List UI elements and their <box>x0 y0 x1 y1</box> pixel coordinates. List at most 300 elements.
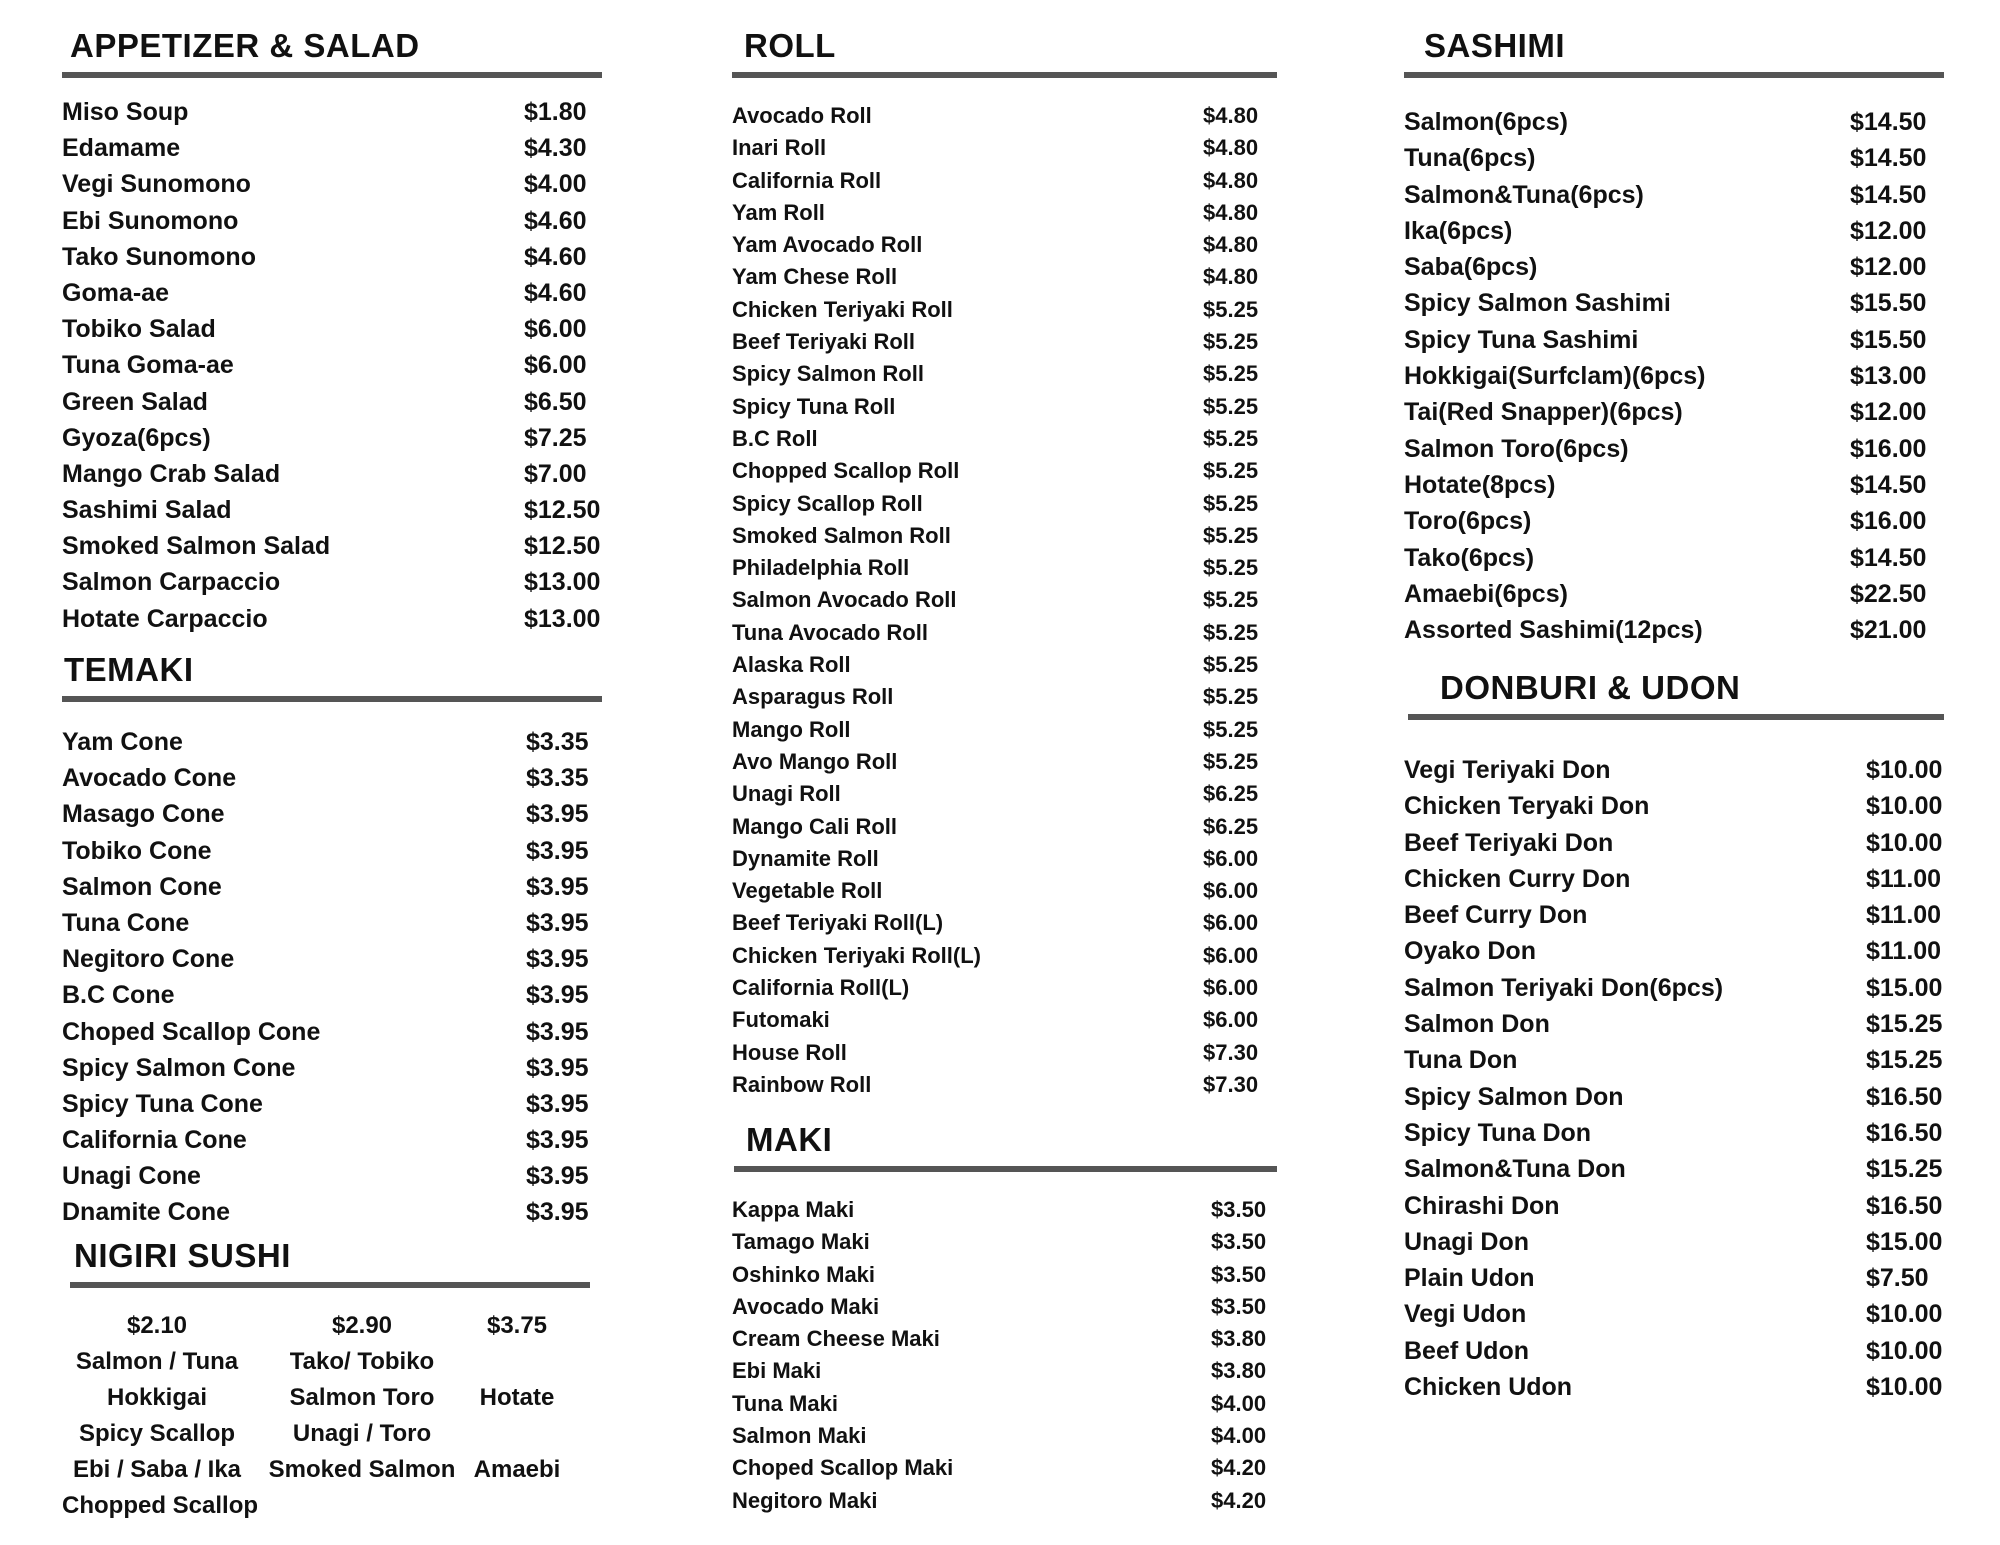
appetizer-menu-item <box>62 492 602 528</box>
donburi-menu-item <box>1404 897 1944 933</box>
appetizer-menu-item <box>62 420 602 456</box>
roll-menu-item <box>732 681 1277 713</box>
item-name: Cream Cheese Maki <box>732 1326 940 1352</box>
item-name: Ebi Sunomono <box>62 206 239 235</box>
maki-heading: MAKI <box>734 1120 1277 1172</box>
item-price: $6.00 <box>524 351 587 380</box>
item-price: $14.50 <box>1850 543 1927 572</box>
item-price: $4.20 <box>1211 1455 1267 1481</box>
item-price: $7.50 <box>1866 1264 1929 1293</box>
nigiri-grid <box>62 1308 602 1524</box>
item-name: Smoked Salmon Salad <box>62 532 331 561</box>
item-price: $15.50 <box>1850 325 1927 354</box>
item-price: $10.00 <box>1866 1336 1943 1365</box>
item-name: Sashimi Salad <box>62 496 232 525</box>
nigiri-item: Chopped Scallop <box>62 1492 259 1519</box>
item-name: Beef Teriyaki Don <box>1404 828 1614 857</box>
roll-menu-item <box>732 746 1277 778</box>
item-price: $4.80 <box>1203 135 1259 161</box>
item-price: $6.00 <box>1203 942 1259 968</box>
item-price: $3.50 <box>1211 1293 1267 1319</box>
item-name: Avocado Maki <box>732 1293 880 1319</box>
temaki-menu-item <box>62 977 602 1013</box>
item-name: Avocado Cone <box>62 764 237 793</box>
item-name: Unagi Don <box>1404 1227 1529 1256</box>
item-price: $4.60 <box>524 278 587 307</box>
item-name: Yam Roll <box>732 199 825 225</box>
item-name: Salmon Carpaccio <box>62 568 281 597</box>
item-name: Negitoro Maki <box>732 1487 878 1513</box>
item-price: $14.50 <box>1850 470 1927 499</box>
donburi-heading: DONBURI & UDON <box>1408 668 1944 720</box>
nigiri-item <box>252 1488 472 1524</box>
item-price: $6.00 <box>1203 1007 1259 1033</box>
appetizer-menu-item <box>62 564 602 600</box>
nigiri-price: $2.90 <box>331 1312 393 1339</box>
nigiri-item: Tako/ Tobiko <box>289 1348 435 1375</box>
item-name: Vegi Sunomono <box>62 170 251 199</box>
roll-menu-item <box>732 391 1277 423</box>
donburi-menu-item <box>1404 1079 1944 1115</box>
item-name: Dnamite Cone <box>62 1198 231 1227</box>
item-price: $13.00 <box>1850 362 1927 391</box>
item-price: $3.95 <box>526 836 589 865</box>
temaki-menu-item <box>62 905 602 941</box>
item-price: $14.50 <box>1850 108 1927 136</box>
item-name: Goma-ae <box>62 278 169 307</box>
nigiri-item: Hotate <box>479 1384 555 1411</box>
item-name: House Roll <box>732 1039 847 1065</box>
roll-menu-item <box>732 294 1277 326</box>
maki-menu-item <box>732 1452 1277 1484</box>
roll-menu-item <box>732 100 1277 132</box>
maki-menu-item <box>732 1259 1277 1291</box>
item-name: Mango Crab Salad <box>62 459 281 488</box>
item-name: Salmon Toro(6pcs) <box>1404 434 1629 463</box>
item-name: Tuna Cone <box>62 908 190 937</box>
item-price: $4.80 <box>1203 264 1259 290</box>
item-name: Hotate(8pcs) <box>1404 470 1556 499</box>
item-name: Beef Teriyaki Roll(L) <box>732 910 944 936</box>
item-name: Chopped Scallop Roll <box>732 458 960 484</box>
appetizer-menu-item <box>62 311 602 347</box>
item-name: Chicken Teryaki Don <box>1404 792 1650 821</box>
nigiri-heading: NIGIRI SUSHI <box>70 1236 590 1288</box>
nigiri-item: Unagi / Toro <box>292 1420 432 1447</box>
item-price: $15.00 <box>1866 1227 1943 1256</box>
sashimi-section <box>1404 26 1944 648</box>
roll-menu-item <box>732 326 1277 358</box>
roll-menu-item <box>732 423 1277 455</box>
item-name: Assorted Sashimi(12pcs) <box>1404 616 1703 645</box>
roll-list <box>732 100 1277 1101</box>
roll-menu-item <box>732 649 1277 681</box>
appetizer-list <box>62 94 602 637</box>
item-price: $6.25 <box>1203 813 1259 839</box>
item-name: Salmon&Tuna(6pcs) <box>1404 180 1644 209</box>
item-price: $5.25 <box>1203 490 1259 516</box>
item-name: Tuna(6pcs) <box>1404 144 1536 173</box>
item-name: Salmon&Tuna Don <box>1404 1155 1626 1184</box>
item-name: Hotate Carpaccio <box>62 604 268 633</box>
item-name: Plain Udon <box>1404 1264 1535 1293</box>
item-price: $7.30 <box>1203 1039 1259 1065</box>
item-price: $11.00 <box>1866 937 1942 966</box>
roll-menu-item <box>732 229 1277 261</box>
item-name: Edamame <box>62 134 181 163</box>
roll-menu-item <box>732 488 1277 520</box>
item-name: Choped Scallop Maki <box>732 1455 954 1481</box>
roll-menu-item <box>732 778 1277 810</box>
item-price: $4.60 <box>524 242 587 271</box>
item-name: Kappa Maki <box>732 1197 855 1222</box>
item-price: $7.00 <box>524 459 587 488</box>
item-price: $6.50 <box>524 387 587 416</box>
roll-menu-item <box>732 1004 1277 1036</box>
item-price: $11.00 <box>1866 864 1942 893</box>
nigiri-item <box>472 1488 562 1524</box>
nigiri-item <box>472 1416 562 1452</box>
maki-menu-item <box>732 1485 1277 1517</box>
item-name: Salmon Cone <box>62 872 222 901</box>
maki-list <box>732 1194 1277 1517</box>
temaki-menu-item <box>62 1050 602 1086</box>
appetizer-menu-item <box>62 130 602 166</box>
item-price: $3.80 <box>1211 1358 1267 1384</box>
item-price: $15.25 <box>1866 1010 1943 1039</box>
item-name: Beef Udon <box>1404 1336 1529 1365</box>
item-price: $15.00 <box>1866 973 1943 1002</box>
sashimi-menu-item <box>1404 322 1944 358</box>
temaki-menu-item <box>62 1122 602 1158</box>
item-price: $3.35 <box>526 764 589 793</box>
item-name: Vegi Udon <box>1404 1300 1527 1329</box>
item-price: $4.80 <box>1203 199 1259 225</box>
item-name: California Cone <box>62 1126 247 1155</box>
item-price: $15.50 <box>1850 289 1927 318</box>
donburi-menu-item <box>1404 1042 1944 1078</box>
temaki-list <box>62 724 602 1231</box>
roll-menu-item <box>732 455 1277 487</box>
item-price: $16.50 <box>1866 1191 1943 1220</box>
item-name: Tamago Maki <box>732 1229 870 1255</box>
roll-menu-item <box>732 1037 1277 1069</box>
item-name: Salmon Avocado Roll <box>732 587 957 613</box>
item-name: Unagi Roll <box>732 781 841 807</box>
item-name: California Roll(L) <box>732 975 910 1001</box>
roll-menu-item <box>732 552 1277 584</box>
nigiri-price: $2.10 <box>126 1312 188 1339</box>
appetizer-menu-item <box>62 347 602 383</box>
nigiri-section <box>62 1236 602 1524</box>
appetizer-menu-item <box>62 239 602 275</box>
item-price: $3.95 <box>526 981 589 1010</box>
item-name: Saba(6pcs) <box>1404 253 1538 282</box>
item-name: Green Salad <box>62 387 208 416</box>
sashimi-list <box>1404 104 1944 648</box>
item-price: $7.30 <box>1203 1071 1259 1097</box>
temaki-menu-item <box>62 1158 602 1194</box>
sashimi-menu-item <box>1404 576 1944 612</box>
donburi-menu-item <box>1404 1333 1944 1369</box>
donburi-menu-item <box>1404 1006 1944 1042</box>
appetizer-menu-item <box>62 203 602 239</box>
item-name: Beef Curry Don <box>1404 901 1588 930</box>
item-name: Mango Cali Roll <box>732 813 897 839</box>
maki-menu-item <box>732 1355 1277 1387</box>
item-name: Negitoro Cone <box>62 945 235 974</box>
appetizer-menu-item <box>62 275 602 311</box>
donburi-menu-item <box>1404 970 1944 1006</box>
temaki-menu-item <box>62 724 602 760</box>
item-name: Toro(6pcs) <box>1404 507 1532 536</box>
donburi-menu-item <box>1404 933 1944 969</box>
item-price: $3.95 <box>526 1053 589 1082</box>
item-name: Tobiko Salad <box>62 315 216 344</box>
item-price: $5.25 <box>1203 393 1259 419</box>
item-name: Tuna Goma-ae <box>62 351 234 380</box>
sashimi-menu-item <box>1404 431 1944 467</box>
item-name: Spicy Tuna Roll <box>732 393 896 419</box>
nigiri-item: Salmon / Tuna <box>75 1348 239 1375</box>
nigiri-item: Hokkigai <box>106 1384 208 1411</box>
item-name: Vegetable Roll <box>732 878 883 904</box>
item-price: $11.00 <box>1866 901 1942 930</box>
sashimi-heading: SASHIMI <box>1404 26 1944 78</box>
item-price: $12.00 <box>1850 398 1927 427</box>
temaki-heading: TEMAKI <box>62 650 602 702</box>
item-price: $3.95 <box>526 1198 589 1227</box>
item-name: Salmon Maki <box>732 1423 867 1449</box>
item-price: $15.25 <box>1866 1046 1943 1075</box>
item-price: $5.25 <box>1203 619 1259 645</box>
item-price: $3.95 <box>526 800 589 829</box>
nigiri-item: Smoked Salmon <box>268 1456 456 1483</box>
item-name: Miso Soup <box>62 98 189 126</box>
item-price: $4.80 <box>1203 232 1259 258</box>
sashimi-menu-item <box>1404 503 1944 539</box>
maki-menu-item <box>732 1420 1277 1452</box>
nigiri-item <box>472 1344 562 1380</box>
nigiri-item: Amaebi <box>473 1456 561 1483</box>
item-price: $6.25 <box>1203 781 1259 807</box>
item-name: Yam Cone <box>62 728 183 756</box>
roll-menu-item <box>732 197 1277 229</box>
appetizer-menu-item <box>62 166 602 202</box>
roll-menu-item <box>732 972 1277 1004</box>
item-price: $16.50 <box>1866 1082 1943 1111</box>
item-price: $3.95 <box>526 1017 589 1046</box>
nigiri-item: Spicy Scallop <box>78 1420 236 1447</box>
roll-menu-item <box>732 165 1277 197</box>
item-price: $10.00 <box>1866 828 1943 857</box>
temaki-menu-item <box>62 1194 602 1230</box>
roll-menu-item <box>732 617 1277 649</box>
item-price: $4.30 <box>524 134 587 163</box>
temaki-section <box>62 650 602 1231</box>
temaki-menu-item <box>62 760 602 796</box>
item-price: $4.00 <box>1211 1390 1267 1416</box>
sashimi-menu-item <box>1404 394 1944 430</box>
item-name: Chicken Udon <box>1404 1373 1573 1402</box>
donburi-menu-item <box>1404 1260 1944 1296</box>
item-name: Tai(Red Snapper)(6pcs) <box>1404 398 1683 427</box>
appetizer-menu-item <box>62 384 602 420</box>
donburi-menu-item <box>1404 1369 1944 1405</box>
item-name: Ebi Maki <box>732 1358 822 1384</box>
item-name: Tako Sunomono <box>62 242 256 271</box>
item-name: Gyoza(6pcs) <box>62 423 211 452</box>
roll-menu-item <box>732 843 1277 875</box>
donburi-menu-item <box>1404 825 1944 861</box>
item-price: $4.80 <box>1203 167 1259 193</box>
item-price: $4.00 <box>1211 1423 1267 1449</box>
item-price: $12.50 <box>524 496 601 525</box>
maki-menu-item <box>732 1291 1277 1323</box>
roll-menu-item <box>732 358 1277 390</box>
item-name: Spicy Salmon Roll <box>732 361 924 387</box>
roll-menu-item <box>732 907 1277 939</box>
item-price: $6.00 <box>1203 878 1259 904</box>
item-name: Chicken Curry Don <box>1404 864 1631 893</box>
item-name: Oyako Don <box>1404 937 1536 966</box>
item-price: $16.00 <box>1850 434 1927 463</box>
item-name: Avocado Roll <box>732 103 872 128</box>
item-price: $5.25 <box>1203 555 1259 581</box>
item-price: $22.50 <box>1850 579 1927 608</box>
item-name: Ika(6pcs) <box>1404 216 1513 245</box>
roll-section <box>732 26 1277 1101</box>
item-name: Tobiko Cone <box>62 836 212 865</box>
item-price: $10.00 <box>1866 1300 1943 1329</box>
item-price: $14.50 <box>1850 180 1927 209</box>
item-name: Mango Roll <box>732 716 851 742</box>
item-name: Amaebi(6pcs) <box>1404 579 1568 608</box>
temaki-menu-item <box>62 1086 602 1122</box>
item-price: $3.95 <box>526 945 589 974</box>
item-price: $3.95 <box>526 1089 589 1118</box>
maki-menu-item <box>732 1323 1277 1355</box>
item-price: $5.25 <box>1203 748 1259 774</box>
roll-menu-item <box>732 811 1277 843</box>
item-price: $5.25 <box>1203 684 1259 710</box>
item-name: Chicken Teriyaki Roll(L) <box>732 942 981 968</box>
roll-menu-item <box>732 940 1277 972</box>
donburi-menu-item <box>1404 788 1944 824</box>
donburi-menu-item <box>1404 1224 1944 1260</box>
nigiri-item: Ebi / Saba / Ika <box>72 1456 242 1483</box>
sashimi-menu-item <box>1404 285 1944 321</box>
item-name: Hokkigai(Surfclam)(6pcs) <box>1404 362 1706 391</box>
item-name: Spicy Salmon Don <box>1404 1082 1624 1111</box>
item-price: $4.80 <box>1203 103 1259 128</box>
item-name: Smoked Salmon Roll <box>732 522 951 548</box>
item-name: Spicy Tuna Sashimi <box>1404 325 1639 354</box>
item-price: $3.95 <box>526 1162 589 1191</box>
item-name: Masago Cone <box>62 800 225 829</box>
item-price: $1.80 <box>524 98 587 126</box>
item-price: $3.95 <box>526 872 589 901</box>
item-name: Unagi Cone <box>62 1162 201 1191</box>
donburi-menu-item <box>1404 1188 1944 1224</box>
appetizer-heading: APPETIZER & SALAD <box>62 26 602 78</box>
item-name: Salmon Teriyaki Don(6pcs) <box>1404 973 1724 1002</box>
item-name: Choped Scallop Cone <box>62 1017 321 1046</box>
appetizer-section <box>62 26 602 637</box>
sashimi-menu-item <box>1404 177 1944 213</box>
item-price: $6.00 <box>1203 845 1259 871</box>
item-name: Spicy Salmon Sashimi <box>1404 289 1671 318</box>
roll-menu-item <box>732 875 1277 907</box>
item-price: $5.25 <box>1203 587 1259 613</box>
item-price: $7.25 <box>524 423 587 452</box>
sashimi-menu-item <box>1404 249 1944 285</box>
item-price: $12.50 <box>524 532 601 561</box>
item-price: $3.95 <box>526 1126 589 1155</box>
item-name: Yam Chese Roll <box>732 264 898 290</box>
item-price: $14.50 <box>1850 144 1927 173</box>
item-name: Dynamite Roll <box>732 845 879 871</box>
item-price: $5.25 <box>1203 652 1259 678</box>
item-price: $4.00 <box>524 170 587 199</box>
item-price: $3.95 <box>526 908 589 937</box>
maki-menu-item <box>732 1226 1277 1258</box>
roll-menu-item <box>732 261 1277 293</box>
item-price: $10.00 <box>1866 792 1943 821</box>
item-name: Spicy Salmon Cone <box>62 1053 296 1082</box>
item-name: Spicy Tuna Don <box>1404 1118 1592 1147</box>
item-price: $5.25 <box>1203 361 1259 387</box>
item-price: $10.00 <box>1866 1373 1943 1402</box>
item-name: Yam Avocado Roll <box>732 232 923 258</box>
maki-section <box>732 1120 1277 1517</box>
item-price: $6.00 <box>1203 975 1259 1001</box>
item-price: $15.25 <box>1866 1155 1943 1184</box>
appetizer-menu-item <box>62 456 602 492</box>
maki-menu-item <box>732 1194 1277 1226</box>
item-name: Vegi Teriyaki Don <box>1404 756 1611 784</box>
sashimi-menu-item <box>1404 104 1944 140</box>
donburi-menu-item <box>1404 1151 1944 1187</box>
appetizer-menu-item <box>62 601 602 637</box>
item-price: $21.00 <box>1850 616 1927 645</box>
item-price: $16.50 <box>1866 1118 1943 1147</box>
item-name: Tako(6pcs) <box>1404 543 1535 572</box>
item-price: $3.50 <box>1211 1261 1267 1287</box>
donburi-section <box>1404 668 1944 1405</box>
item-price: $5.25 <box>1203 458 1259 484</box>
item-name: Inari Roll <box>732 135 827 161</box>
sashimi-menu-item <box>1404 213 1944 249</box>
temaki-menu-item <box>62 833 602 869</box>
sashimi-menu-item <box>1404 140 1944 176</box>
item-name: B.C Roll <box>732 425 818 451</box>
appetizer-menu-item <box>62 94 602 130</box>
item-name: Avo Mango Roll <box>732 748 898 774</box>
donburi-menu-item <box>1404 1296 1944 1332</box>
roll-menu-item <box>732 132 1277 164</box>
item-name: Salmon(6pcs) <box>1404 108 1568 136</box>
item-name: Asparagus Roll <box>732 684 894 710</box>
donburi-list <box>1404 752 1944 1405</box>
item-name: Chirashi Don <box>1404 1191 1560 1220</box>
item-price: $13.00 <box>524 568 601 597</box>
item-price: $5.25 <box>1203 329 1259 355</box>
item-price: $4.20 <box>1211 1487 1267 1513</box>
donburi-menu-item <box>1404 1115 1944 1151</box>
item-name: Oshinko Maki <box>732 1261 876 1287</box>
temaki-menu-item <box>62 941 602 977</box>
